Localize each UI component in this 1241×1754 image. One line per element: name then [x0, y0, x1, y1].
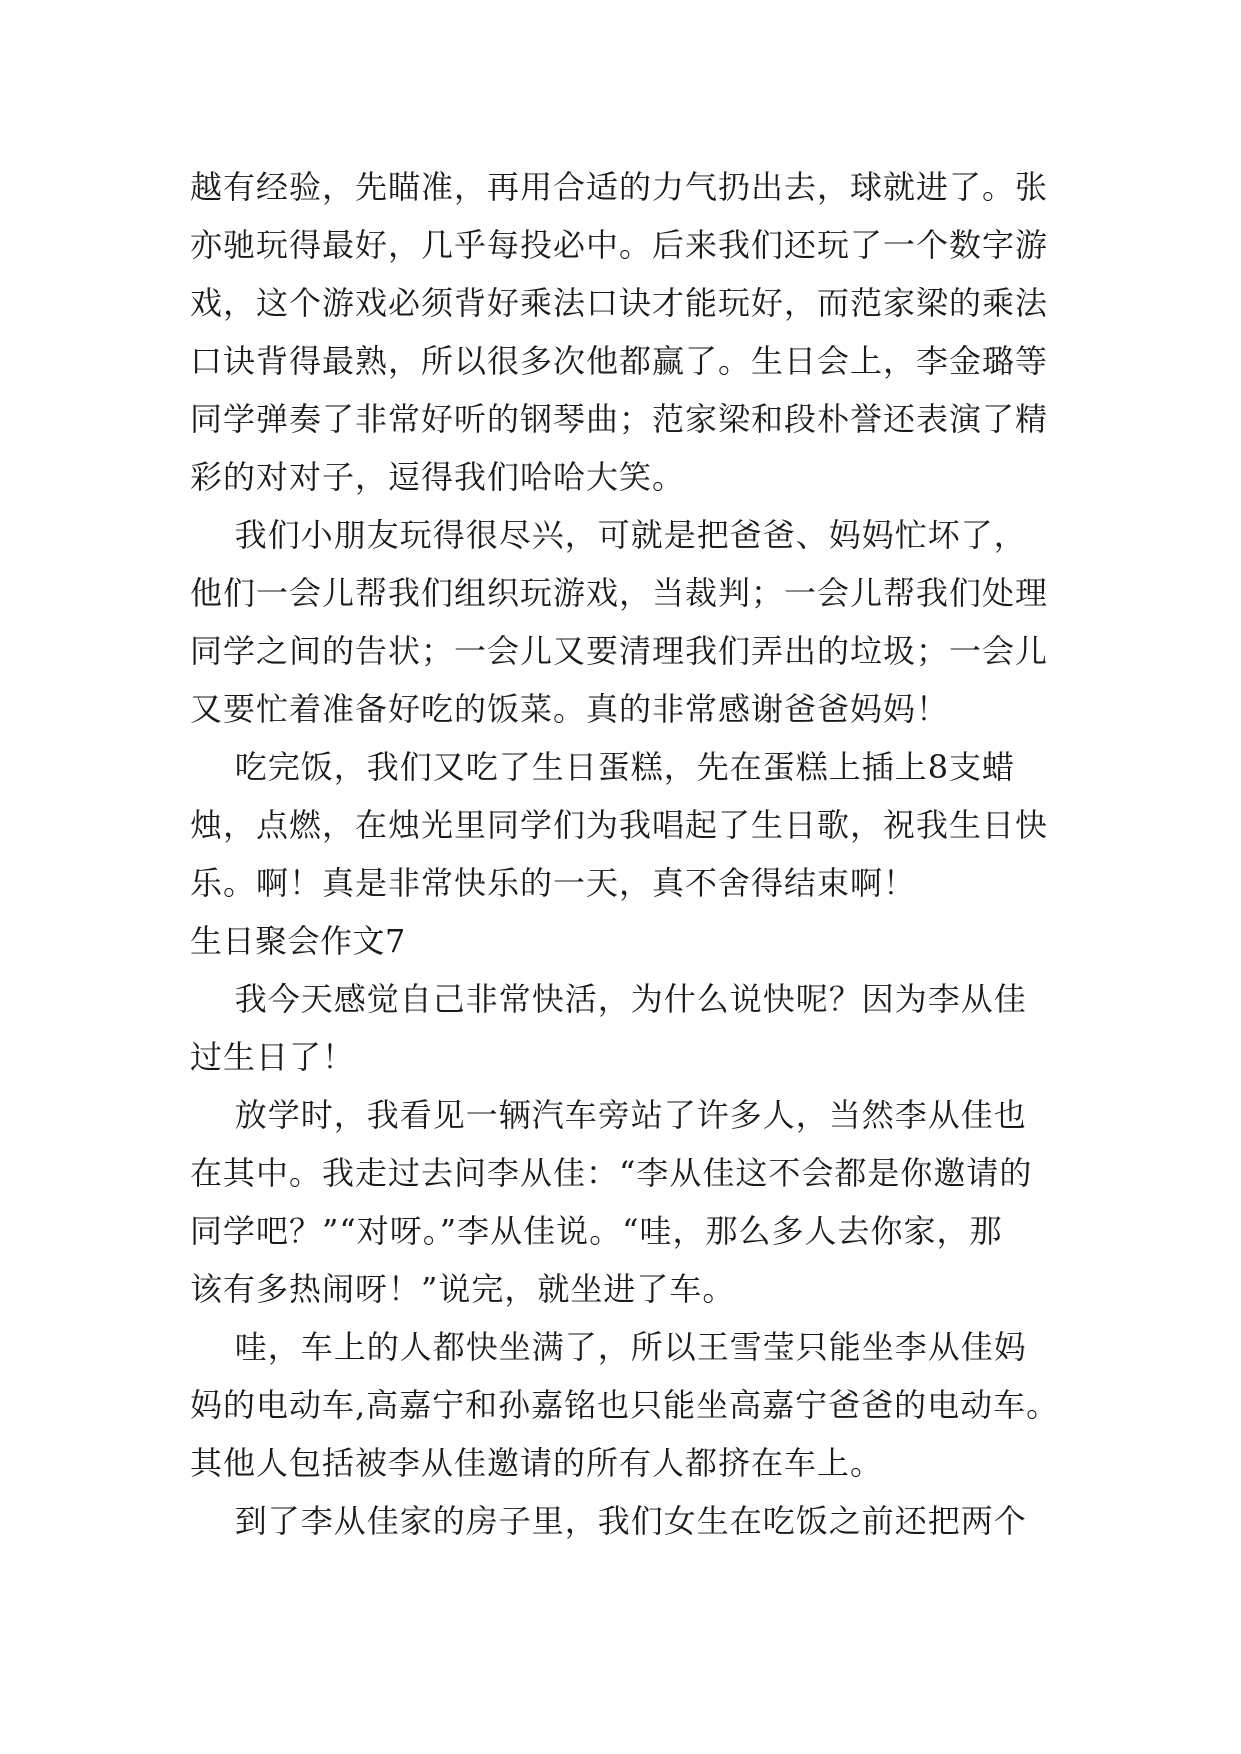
text-line: 同学弹奏了非常好听的钢琴曲；范家梁和段朴誉还表演了精	[190, 400, 1049, 438]
text-line: 又要忙着准备好吃的饭菜。真的非常感谢爸爸妈妈！	[190, 690, 950, 728]
text-line: 我今天感觉自己非常快活，为什么说快呢？因为李从佳	[190, 980, 1027, 1018]
text-line: 哇，车上的人都快坐满了，所以王雪莹只能坐李从佳妈	[190, 1328, 1027, 1366]
text-line: 口诀背得最熟，所以很多次他都赢了。生日会上，李金璐等	[190, 342, 1049, 380]
text-line: 过生日了！	[190, 1038, 356, 1076]
text-line: 乐。啊！真是非常快乐的一天，真不舍得结束啊！	[190, 864, 917, 902]
text-line: 吃完饭，我们又吃了生日蛋糕，先在蛋糕上插上8支蜡	[190, 748, 1016, 786]
text-line: 戏，这个游戏必须背好乘法口诀才能玩好，而范家梁的乘法	[190, 284, 1049, 322]
essay-text	[190, 158, 1070, 1550]
section-heading: 生日聚会作文7	[190, 922, 406, 960]
text-line: 烛，点燃，在烛光里同学们为我唱起了生日歌，祝我生日快	[190, 806, 1049, 844]
text-line: 到了李从佳家的房子里，我们女生在吃饭之前还把两个	[190, 1502, 1027, 1540]
text-line: 该有多热闹呀！”说完，就坐进了车。	[190, 1270, 736, 1308]
text-line: 放学时，我看见一辆汽车旁站了许多人，当然李从佳也	[190, 1096, 1027, 1134]
text-line: 越有经验，先瞄准，再用合适的力气扔出去，球就进了。张	[190, 168, 1049, 206]
text-line: 同学之间的告状；一会儿又要清理我们弄出的垃圾；一会儿	[190, 632, 1049, 670]
text-line: 在其中。我走过去问李从佳：“李从佳这不会都是你邀请的	[190, 1154, 1033, 1192]
text-line: 其他人包括被李从佳邀请的所有人都挤在车上。	[190, 1444, 884, 1482]
text-line: 他们一会儿帮我们组织玩游戏，当裁判；一会儿帮我们处理	[190, 574, 1049, 612]
text-line: 同学吧？”“对呀。”李从佳说。“哇，那么多人去你家，那	[190, 1212, 1003, 1250]
text-line: 妈的电动车,高嘉宁和孙嘉铭也只能坐高嘉宁爸爸的电动车。	[190, 1386, 1060, 1424]
text-line: 我们小朋友玩得很尽兴，可就是把爸爸、妈妈忙坏了，	[190, 516, 1027, 554]
text-line: 彩的对对子，逗得我们哈哈大笑。	[190, 458, 686, 496]
text-line: 亦驰玩得最好，几乎每投必中。后来我们还玩了一个数字游	[190, 226, 1049, 264]
